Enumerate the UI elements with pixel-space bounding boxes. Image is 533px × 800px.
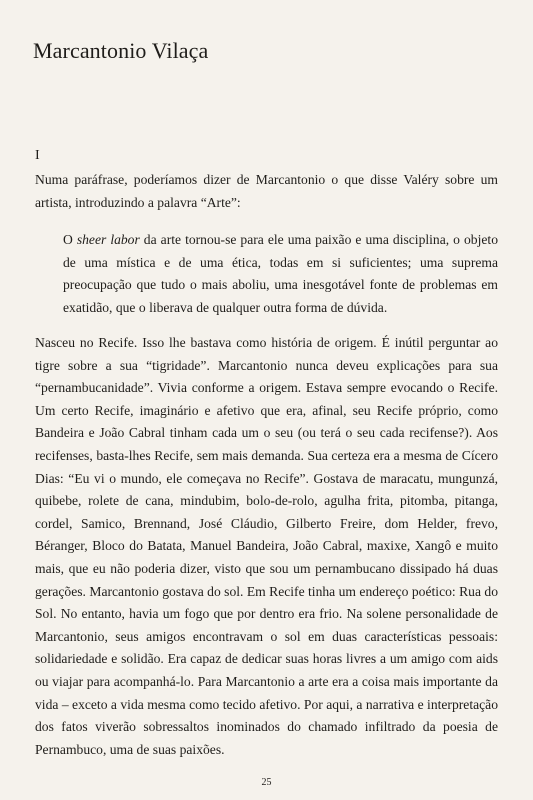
body-paragraph: Nasceu no Recife. Isso lhe bastava como história de origem. É inútil perguntar ao tigre sobre a sua “tigridade”. Marcantonio nunca deveu explicações para sua “pernambucanidade”. Vivia conforme a origem. Estava sempre evocando o Recife. Um certo Recife, imaginário e afetivo que era, afinal, seu Recife próprio, como Bandeira e João Cabral tinham cada um o seu (ou terá o seu cada recifense?). Aos recifenses, basta-lhes Recife, sem mais demanda. Sua certeza era a mesma de Cícero Dias: “Eu vi o mundo, ele começava no Recife”. Gostava de maracatu, mungunzá, quibebe, rolete de cana, mindubim, bolo-de-rolo, agulha frita, pitomba, pitanga, cordel, Samico, Brennand, José Cláudio, Gilberto Freire, dom Helder, frevo, Béranger, Bloco do Batata, Manuel Bandeira, João Cabral, maxixe, Xangô e muito mais, que eu não poderia dizer, visto que sou um pernambucano dissipado há duas gerações. Marcantonio gostava do sol. Em Recife tinha um endereço poético: Rua do Sol. No entanto, havia um fogo que por dentro era frio. Na solene personalidade de Marcantonio, seus amigos encontravam o sol em duas características pessoais: solidariedade e solidão. Era capaz de dedicar suas horas livres a um amigo com aids ou viajar para acompanhá-lo. Para Marcantonio a arte era a coisa mais importante da vida – exceto a vida mesma como tecido afetivo. Por aqui, a narrativa e interpretação dos fatos viverão sobressaltos inominados do chamado infiltrado da poesia de Pernambuco, uma de suas paixões. xyxy=(35,335,498,757)
quote-rest: da arte tornou-se para ele uma paixão e uma disciplina, o objeto de uma mística e de uma ética, todas em si suficientes; uma suprema preocupação que tudo o mais aboliu, uma inesgotável fonte de problemas em exatidão, que o liberava de qualquer outra forma de dúvida. xyxy=(63,232,498,315)
section-number: I xyxy=(35,148,40,163)
quote-lead: O xyxy=(63,232,77,247)
quote-emphasis: sheer labor xyxy=(76,232,140,247)
chapter-title: Marcantonio Vilaça xyxy=(33,38,209,63)
block-quote xyxy=(63,229,498,319)
intro-paragraph: Numa paráfrase, poderíamos dizer de Marcantonio o que disse Valéry sobre um artista, introduzindo a palavra “Arte”: xyxy=(35,172,498,210)
page-number: 25 xyxy=(261,777,272,788)
